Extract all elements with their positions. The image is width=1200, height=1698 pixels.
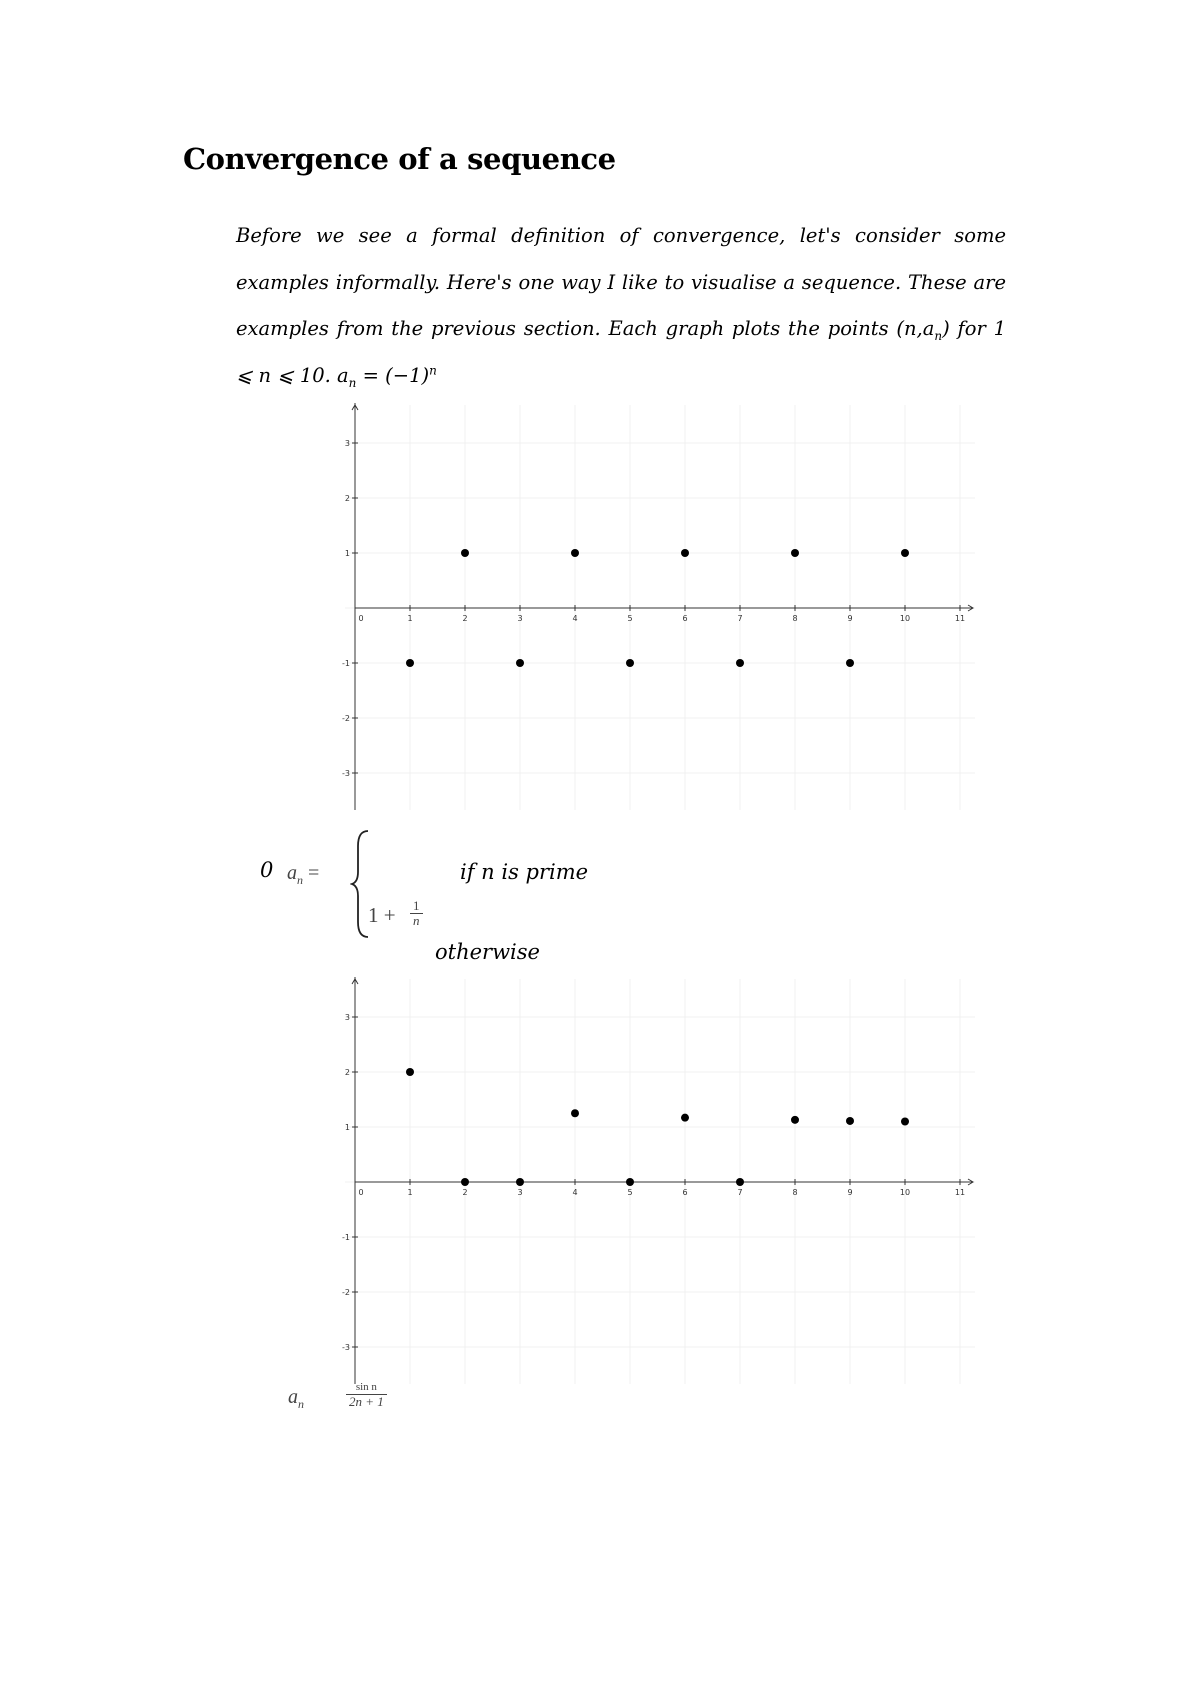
data-point — [406, 659, 414, 667]
intro-text: Before we see a formal definition of convergence, let's consider some examples informally. Here's one way I like to visualise a sequence. These are examples from the previous section. Each graph plots the points (n,a — [236, 224, 1006, 340]
data-point — [901, 549, 909, 557]
y-tick-label: 2 — [344, 1068, 350, 1077]
intro-formula-subscript: n — [348, 375, 357, 390]
y-tick-label: -1 — [342, 1233, 350, 1242]
data-point — [516, 659, 524, 667]
data-point — [461, 549, 469, 557]
intro-text-range: ) for 1 ⩽ n ⩽ 10. a — [236, 317, 1006, 387]
x-tick-label: 10 — [899, 1188, 911, 1197]
data-point — [736, 1178, 744, 1186]
data-point — [461, 1178, 469, 1186]
data-point — [626, 659, 634, 667]
data-point — [736, 659, 744, 667]
x-tick-label: 9 — [847, 1188, 853, 1197]
x-tick-label: 3 — [517, 1188, 523, 1197]
data-point — [571, 1109, 579, 1117]
x-tick-label: 7 — [737, 1188, 743, 1197]
formula2-fraction — [410, 899, 423, 928]
formula3-var: a — [288, 1386, 298, 1408]
x-tick-label: 1 — [407, 614, 413, 623]
x-tick-label: 1 — [407, 1188, 413, 1197]
x-tick-label: 4 — [572, 1188, 578, 1197]
formula3-sub: n — [298, 1397, 304, 1411]
x-tick-label: 2 — [462, 1188, 468, 1197]
formula2-case2-text: otherwise — [435, 940, 540, 964]
x-tick-label: 6 — [682, 614, 688, 623]
x-tick-label: 6 — [682, 1188, 688, 1197]
data-point — [406, 1068, 414, 1076]
x-tick-label: 4 — [572, 614, 578, 623]
chart-alternating-sequence — [340, 400, 980, 815]
y-tick-label: -2 — [342, 1288, 350, 1297]
formula2-frac-num: 1 — [413, 898, 420, 913]
formula-prefix-zero: 0 — [260, 858, 274, 882]
data-point — [626, 1178, 634, 1186]
formula3-frac-den: 2n + 1 — [346, 1394, 387, 1409]
data-point — [846, 1117, 854, 1125]
x-tick-label: 0 — [358, 1188, 364, 1197]
x-tick-label: 0 — [358, 614, 364, 623]
formula3-frac-num: sin n — [355, 1381, 377, 1393]
data-point — [791, 1116, 799, 1124]
y-tick-label: -1 — [342, 659, 350, 668]
x-tick-label: 5 — [627, 1188, 633, 1197]
formula3-lhs — [288, 1386, 304, 1412]
x-tick-label: 9 — [847, 614, 853, 623]
x-tick-label: 11 — [954, 614, 966, 623]
y-tick-label: 1 — [344, 549, 350, 558]
intro-formula-exponent: n — [429, 363, 437, 377]
data-point — [681, 549, 689, 557]
intro-subscript: n — [934, 328, 943, 343]
x-tick-label: 7 — [737, 614, 743, 623]
formula2-var: a — [287, 862, 297, 884]
intro-formula: = (−1) — [356, 363, 430, 387]
data-point — [516, 1178, 524, 1186]
y-tick-label: 2 — [344, 494, 350, 503]
formula2-case1: if n is prime — [460, 860, 589, 884]
y-tick-label: 3 — [344, 1013, 350, 1022]
y-tick-label: -3 — [342, 1343, 350, 1352]
data-point — [791, 549, 799, 557]
data-point — [571, 549, 579, 557]
data-point — [846, 659, 854, 667]
page-title: Convergence of a sequence — [183, 142, 616, 176]
y-tick-label: 1 — [344, 1123, 350, 1132]
x-tick-label: 5 — [627, 614, 633, 623]
formula2-sub: n — [297, 873, 303, 887]
x-tick-label: 8 — [792, 614, 798, 623]
x-tick-label: 8 — [792, 1188, 798, 1197]
intro-paragraph — [236, 213, 1006, 399]
x-tick-label: 3 — [517, 614, 523, 623]
formula3-fraction — [346, 1380, 387, 1409]
y-tick-label: -3 — [342, 769, 350, 778]
y-tick-label: -2 — [342, 714, 350, 723]
formula2-eq: = — [308, 862, 320, 884]
y-tick-label: 3 — [344, 439, 350, 448]
chart-prime-sequence — [340, 974, 980, 1389]
data-point — [901, 1118, 909, 1126]
x-tick-label: 2 — [462, 614, 468, 623]
formula2-frac-den: n — [410, 913, 423, 928]
formula2-case2-expr: 1 + — [368, 903, 396, 927]
formula2-lhs — [287, 862, 319, 888]
x-tick-label: 11 — [954, 1188, 966, 1197]
data-point — [681, 1114, 689, 1122]
x-tick-label: 10 — [899, 614, 911, 623]
